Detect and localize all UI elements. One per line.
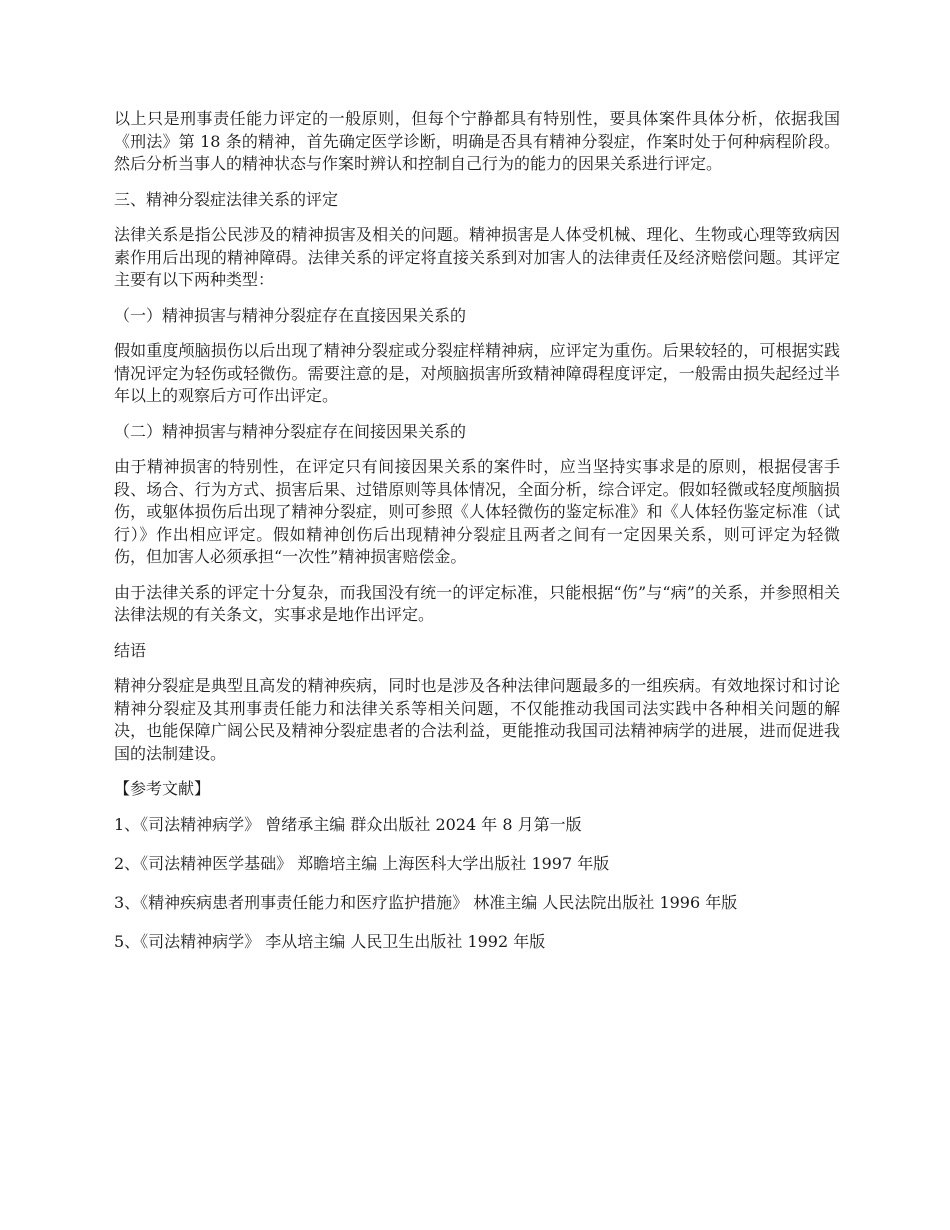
subheading-direct-causation: （一）精神损害与精神分裂症存在直接因果关系的 (114, 305, 467, 325)
heading-references: 【参考文献】 (114, 779, 211, 798)
paragraph-principle: 以上只是刑事责任能力评定的一般原则，但每个宁静都具有特别性，要具体案件具体分析，依据我国《刑法》第 18 条的精神，首先确定医学诊断，明确是否具有精神分裂症，作案时处于何种病程阶段。然后分析当事人的精神状态与作案时辨认和控制自己行为的能力的因果关系进行评定。 (114, 109, 840, 173)
paragraph-conclusion: 精神分裂症是典型且高发的精神疾病，同时也是涉及各种法律问题最多的一组疾病。有效地探讨和讨论精神分裂症及其刑事责任能力和法律关系等相关问题，不仅能推动我国司法实践中各种相关问题的解决，也能保障广阔公民及精神分裂症患者的合法利益，更能推动我国司法精神病学的进展，进而促进我国的法制建设。 (114, 676, 840, 763)
paragraph-legal-relation-intro: 法律关系是指公民涉及的精神损害及相关的问题。精神损害是人体受机械、理化、生物或心理等致病因素作用后出现的精神障碍。法律关系的评定将直接关系到对加害人的法律责任及经济赔偿问题。其评定主要有以下两种类型： (114, 225, 840, 289)
section-heading-legal-relation: 三、精神分裂症法律关系的评定 (114, 189, 339, 209)
paragraph-complexity: 由于法律关系的评定十分复杂，而我国没有统一的评定标准，只能根据“伤”与“病”的关系，并参照相关法律法规的有关条文，实事求是地作出评定。 (114, 582, 840, 624)
document-body (114, 108, 840, 970)
reference-item: 5、《司法精神病学》 李从培主编 人民卫生出版社 1992 年版 (114, 931, 546, 951)
heading-conclusion: 结语 (114, 640, 147, 660)
subheading-indirect-causation: （二）精神损害与精神分裂症存在间接因果关系的 (114, 421, 467, 441)
reference-item: 3、《精神疾病患者刑事责任能力和医疗监护措施》 林准主编 人民法院出版社 1996 年版 (114, 892, 738, 912)
paragraph-indirect-causation: 由于精神损害的特别性，在评定只有间接因果关系的案件时，应当坚持实事求是的原则，根据侵害手段、场合、行为方式、损害后果、过错原则等具体情况，全面分析，综合评定。假如轻微或轻度颅脑损伤，或躯体损伤后出现了精神分裂症，则可参照《人体轻微伤的鉴定标准》和《人体轻伤鉴定标准（试行）》作出相应评定。假如精神创伤后出现精神分裂症且两者之间有一定因果关系，则可评定为轻微伤，但加害人必须承担“一次性”精神损害赔偿金。 (114, 457, 840, 566)
paragraph-direct-causation: 假如重度颅脑损伤以后出现了精神分裂症或分裂症样精神病，应评定为重伤。后果较轻的，可根据实践情况评定为轻伤或轻微伤。需要注意的是，对颅脑损害所致精神障碍程度评定，一般需由损失起经过半年以上的观察后方可作出评定。 (114, 341, 840, 405)
reference-item: 2、《司法精神医学基础》 郑瞻培主编 上海医科大学出版社 1997 年版 (114, 853, 610, 873)
reference-item: 1、《司法精神病学》 曾绪承主编 群众出版社 2024 年 8 月第一版 (114, 814, 582, 834)
